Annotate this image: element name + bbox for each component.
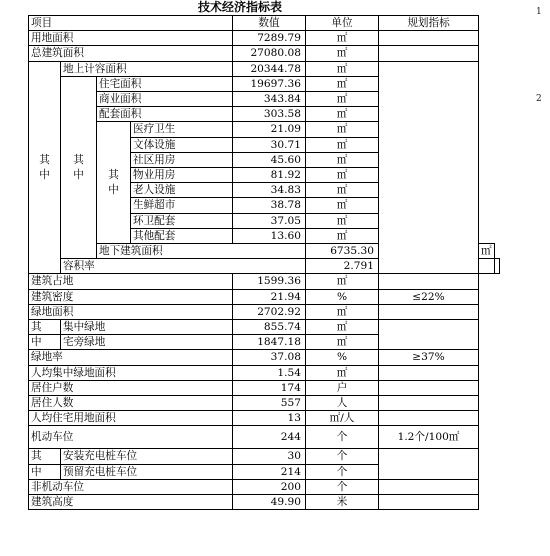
row-value: 6735.30 bbox=[306, 244, 379, 259]
group-plan-empty bbox=[379, 61, 479, 274]
row-label: 地下建筑面积 bbox=[97, 244, 306, 259]
row-unit: % bbox=[306, 289, 379, 304]
side-note-1: 1 bbox=[536, 7, 542, 17]
row-unit: ㎡ bbox=[306, 107, 379, 122]
table-row bbox=[29, 320, 500, 335]
row-label: 商业面积 bbox=[97, 92, 233, 107]
row-label: 机动车位 bbox=[29, 426, 233, 449]
row-plan bbox=[379, 365, 479, 380]
row-plan: ≤22% bbox=[379, 289, 479, 304]
table-row bbox=[29, 479, 500, 494]
row-label: 居住户数 bbox=[29, 380, 233, 395]
row-label: 容积率 bbox=[61, 259, 306, 274]
group-label-inner: 其 中 bbox=[61, 76, 97, 258]
row-unit: 户 bbox=[306, 380, 379, 395]
row-value: 20344.78 bbox=[233, 61, 306, 76]
row-unit bbox=[479, 259, 495, 274]
group-plan-empty bbox=[379, 449, 479, 479]
row-label: 总建筑面积 bbox=[29, 46, 233, 61]
row-unit: ㎡ bbox=[306, 228, 379, 243]
table-row bbox=[29, 61, 500, 76]
header-plan: 规划指标 bbox=[379, 16, 479, 31]
row-unit: ㎡ bbox=[306, 304, 379, 319]
row-value: 1599.36 bbox=[233, 274, 306, 289]
row-unit: ㎡ bbox=[306, 365, 379, 380]
row-value: 37.08 bbox=[233, 350, 306, 365]
row-value: 13 bbox=[233, 411, 306, 426]
row-value: 21.94 bbox=[233, 289, 306, 304]
row-label: 环卫配套 bbox=[131, 213, 233, 228]
row-unit: ㎡ bbox=[306, 183, 379, 198]
row-plan bbox=[379, 411, 479, 426]
row-label: 非机动车位 bbox=[29, 479, 233, 494]
row-plan: ≥37% bbox=[379, 350, 479, 365]
row-plan bbox=[379, 479, 479, 494]
table-row bbox=[29, 31, 500, 46]
row-value: 7289.79 bbox=[233, 31, 306, 46]
row-label: 人均住宅用地面积 bbox=[29, 411, 233, 426]
row-value: 21.09 bbox=[233, 122, 306, 137]
group-label-ev-qi: 其 bbox=[29, 449, 61, 464]
row-label: 集中绿地 bbox=[61, 320, 233, 335]
row-unit: ㎡ bbox=[306, 335, 379, 350]
row-label: 居住人数 bbox=[29, 396, 233, 411]
group-plan-empty bbox=[379, 320, 479, 350]
row-unit: 米 bbox=[306, 495, 379, 510]
row-unit: ㎡ bbox=[306, 168, 379, 183]
row-label: 宅旁绿地 bbox=[61, 335, 233, 350]
row-value: 343.84 bbox=[233, 92, 306, 107]
row-unit: ㎡ bbox=[306, 274, 379, 289]
header-unit: 单位 bbox=[306, 16, 379, 31]
row-value: 174 bbox=[233, 380, 306, 395]
row-value: 34.83 bbox=[233, 183, 306, 198]
row-plan bbox=[379, 396, 479, 411]
row-unit: ㎡ bbox=[306, 137, 379, 152]
row-value: 1847.18 bbox=[233, 335, 306, 350]
row-plan bbox=[379, 31, 479, 46]
row-label: 文体设施 bbox=[131, 137, 233, 152]
row-label: 地上计容面积 bbox=[61, 61, 233, 76]
row-label: 住宅面积 bbox=[97, 76, 233, 91]
row-value: 2702.92 bbox=[233, 304, 306, 319]
row-label: 用地面积 bbox=[29, 31, 233, 46]
table-row bbox=[29, 495, 500, 510]
row-unit: 个 bbox=[306, 449, 379, 464]
row-unit: ㎡ bbox=[306, 122, 379, 137]
row-label: 人均集中绿地面积 bbox=[29, 365, 233, 380]
group-label-supporting: 其 中 bbox=[97, 122, 131, 244]
row-plan: 1.2个/100㎡ bbox=[379, 426, 479, 449]
row-plan bbox=[379, 380, 479, 395]
table-row bbox=[29, 365, 500, 380]
side-note-2: 2 bbox=[536, 94, 542, 104]
row-unit: ㎡/人 bbox=[306, 411, 379, 426]
row-unit: % bbox=[306, 350, 379, 365]
row-unit: ㎡ bbox=[306, 320, 379, 335]
row-unit: ㎡ bbox=[306, 31, 379, 46]
row-unit: 人 bbox=[306, 396, 379, 411]
row-label: 物业用房 bbox=[131, 168, 233, 183]
row-label: 预留充电桩车位 bbox=[61, 464, 233, 479]
table-row bbox=[29, 304, 500, 319]
row-value: 557 bbox=[233, 396, 306, 411]
row-label: 配套面积 bbox=[97, 107, 233, 122]
row-plan bbox=[379, 304, 479, 319]
row-value: 45.60 bbox=[233, 152, 306, 167]
row-unit: ㎡ bbox=[306, 198, 379, 213]
tech-economic-table bbox=[28, 15, 500, 510]
row-label: 建筑高度 bbox=[29, 495, 233, 510]
row-value: 81.92 bbox=[233, 168, 306, 183]
row-plan bbox=[494, 259, 499, 274]
row-unit: ㎡ bbox=[306, 61, 379, 76]
row-value: 37.05 bbox=[233, 213, 306, 228]
row-label: 生鲜超市 bbox=[131, 198, 233, 213]
row-unit: ㎡ bbox=[306, 213, 379, 228]
row-label: 社区用房 bbox=[131, 152, 233, 167]
row-value: 30.71 bbox=[233, 137, 306, 152]
group-label-ev-zhong: 中 bbox=[29, 464, 61, 479]
row-plan bbox=[379, 495, 479, 510]
row-unit: ㎡ bbox=[306, 46, 379, 61]
row-value: 49.90 bbox=[233, 495, 306, 510]
row-value: 19697.36 bbox=[233, 76, 306, 91]
row-plan bbox=[379, 274, 479, 289]
row-label: 建筑占地 bbox=[29, 274, 233, 289]
row-value: 855.74 bbox=[233, 320, 306, 335]
row-value: 27080.08 bbox=[233, 46, 306, 61]
row-value: 244 bbox=[233, 426, 306, 449]
table-row bbox=[29, 396, 500, 411]
row-value: 30 bbox=[233, 449, 306, 464]
row-label: 安装充电桩车位 bbox=[61, 449, 233, 464]
row-label: 医疗卫生 bbox=[131, 122, 233, 137]
table-row bbox=[29, 46, 500, 61]
header-item: 项目 bbox=[29, 16, 233, 31]
table-row bbox=[29, 380, 500, 395]
row-value: 214 bbox=[233, 464, 306, 479]
row-value: 200 bbox=[233, 479, 306, 494]
header-value: 数值 bbox=[233, 16, 306, 31]
table-row bbox=[29, 426, 500, 449]
row-plan bbox=[379, 46, 479, 61]
group-label-green-qi: 其 bbox=[29, 320, 61, 335]
row-label: 绿地率 bbox=[29, 350, 233, 365]
group-label-green-zhong: 中 bbox=[29, 335, 61, 350]
row-label: 建筑密度 bbox=[29, 289, 233, 304]
row-unit: ㎡ bbox=[306, 92, 379, 107]
table-row bbox=[29, 350, 500, 365]
table-title: 技术经济指标表 bbox=[197, 0, 282, 14]
row-label: 其他配套 bbox=[131, 228, 233, 243]
table-row bbox=[29, 289, 500, 304]
row-value: 1.54 bbox=[233, 365, 306, 380]
row-unit: 个 bbox=[306, 479, 379, 494]
table-row bbox=[29, 411, 500, 426]
row-unit: 个 bbox=[306, 426, 379, 449]
row-value: 13.60 bbox=[233, 228, 306, 243]
row-value: 303.58 bbox=[233, 107, 306, 122]
row-value: 38.78 bbox=[233, 198, 306, 213]
row-label: 老人设施 bbox=[131, 183, 233, 198]
header-row bbox=[29, 16, 500, 31]
row-value: 2.791 bbox=[306, 259, 379, 274]
row-label: 绿地面积 bbox=[29, 304, 233, 319]
group-label-outer: 其 中 bbox=[29, 61, 61, 274]
row-unit: ㎡ bbox=[306, 76, 379, 91]
table-row bbox=[29, 449, 500, 464]
row-unit: 个 bbox=[306, 464, 379, 479]
table-row bbox=[29, 274, 500, 289]
row-unit: ㎡ bbox=[306, 152, 379, 167]
row-unit: ㎡ bbox=[479, 244, 495, 259]
